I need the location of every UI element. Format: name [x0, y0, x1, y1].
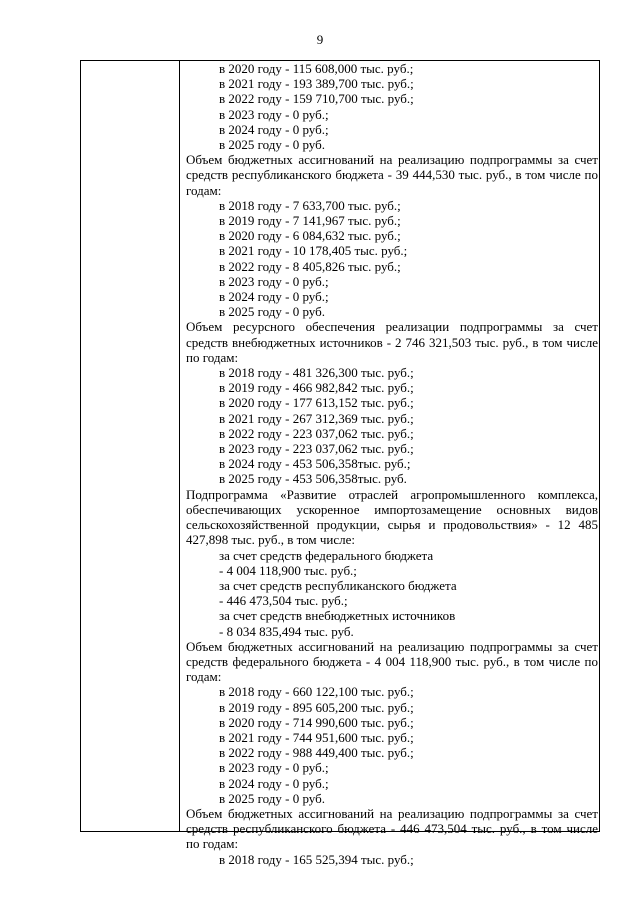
text-line: в 2021 году - 10 178,405 тыс. руб.; — [219, 243, 408, 259]
text-line: в 2022 году - 8 405,826 тыс. руб.; — [219, 258, 401, 274]
text-line: в 2023 году - 0 руб.; — [219, 273, 329, 289]
table-content-cell — [186, 61, 598, 867]
text-line: в 2025 году - 0 руб. — [219, 304, 325, 320]
text-paragraph: Объем бюджетных ассигнований на реализацию подпрограммы за счет средств республиканского бюджета - 446 473,504 тыс. руб., в том числе по годам: — [186, 805, 598, 852]
text-line: в 2019 году - 7 141,967 тыс. руб.; — [219, 213, 401, 229]
text-line: в 2023 году - 0 руб.; — [219, 106, 329, 122]
text-line: в 2021 году - 193 389,700 тыс. руб.; — [219, 76, 414, 92]
text-line: в 2019 году - 895 605,200 тыс. руб.; — [219, 699, 414, 715]
text-line: в 2025 году - 453 506,358тыс. руб. — [219, 471, 407, 487]
text-line: в 2024 году - 0 руб.; — [219, 775, 329, 791]
text-paragraph: Объем бюджетных ассигнований на реализацию подпрограммы за счет средств федерального бюджета - 4 004 118,900 тыс. руб., в том числе по годам: — [186, 638, 598, 685]
text-line: в 2018 году - 165 525,394 тыс. руб.; — [219, 851, 414, 867]
text-line: в 2021 году - 744 951,600 тыс. руб.; — [219, 729, 414, 745]
text-line: - 4 004 118,900 тыс. руб.; — [219, 562, 357, 578]
page-number: 9 — [316, 32, 324, 47]
text-line: в 2024 году - 0 руб.; — [219, 289, 329, 305]
text-line: в 2022 году - 223 037,062 тыс. руб.; — [219, 425, 414, 441]
text-line: в 2019 году - 466 982,842 тыс. руб.; — [219, 380, 414, 396]
text-line: в 2021 году - 267 312,369 тыс. руб.; — [219, 410, 414, 426]
text-line: в 2020 году - 714 990,600 тыс. руб.; — [219, 714, 414, 730]
text-line: в 2018 году - 660 122,100 тыс. руб.; — [219, 684, 414, 700]
text-line: в 2024 году - 0 руб.; — [219, 121, 329, 137]
text-line: в 2022 году - 988 449,400 тыс. руб.; — [219, 745, 414, 761]
text-line: в 2024 году - 453 506,358тыс. руб.; — [219, 456, 411, 472]
text-line: в 2023 году - 223 037,062 тыс. руб.; — [219, 441, 414, 457]
text-line: - 446 473,504 тыс. руб.; — [219, 593, 348, 609]
text-line: - 8 034 835,494 тыс. руб. — [219, 623, 354, 639]
text-line: в 2023 году - 0 руб.; — [219, 760, 329, 776]
text-line: за счет средств федерального бюджета — [219, 547, 434, 563]
text-line: за счет средств республиканского бюджета — [219, 577, 457, 593]
text-line: в 2020 году - 6 084,632 тыс. руб.; — [219, 228, 401, 244]
text-line: в 2020 году - 115 608,000 тыс. руб.; — [219, 61, 414, 76]
text-line: в 2018 году - 7 633,700 тыс. руб.; — [219, 197, 401, 213]
text-line: в 2025 году - 0 руб. — [219, 790, 325, 806]
text-paragraph: Объем ресурсного обеспечения реализации подпрограммы за счет средств внебюджетных источников - 2 746 321,503 тыс. руб., в том числе по годам: — [186, 319, 598, 365]
text-paragraph: Объем бюджетных ассигнований на реализацию подпрограммы за счет средств республиканского бюджета - 39 444,530 тыс. руб., в том числе по годам: — [186, 152, 598, 198]
text-line: в 2018 году - 481 326,300 тыс. руб.; — [219, 365, 414, 381]
text-line: в 2020 году - 177 613,152 тыс. руб.; — [219, 395, 414, 411]
text-line: в 2022 году - 159 710,700 тыс. руб.; — [219, 91, 414, 107]
text-line: за счет средств внебюджетных источников — [219, 608, 456, 624]
text-line: в 2025 году - 0 руб. — [219, 137, 325, 153]
text-paragraph: Подпрограмма «Развитие отраслей агропромышленного комплекса, обеспечивающих ускоренное импортозамещение основных видов сельскохозяйственной продукции, сырья и продовольствия» - 12 485 427,898 тыс. руб., в том числе: — [186, 486, 598, 548]
document-table — [80, 60, 600, 867]
column-divider — [179, 61, 180, 831]
